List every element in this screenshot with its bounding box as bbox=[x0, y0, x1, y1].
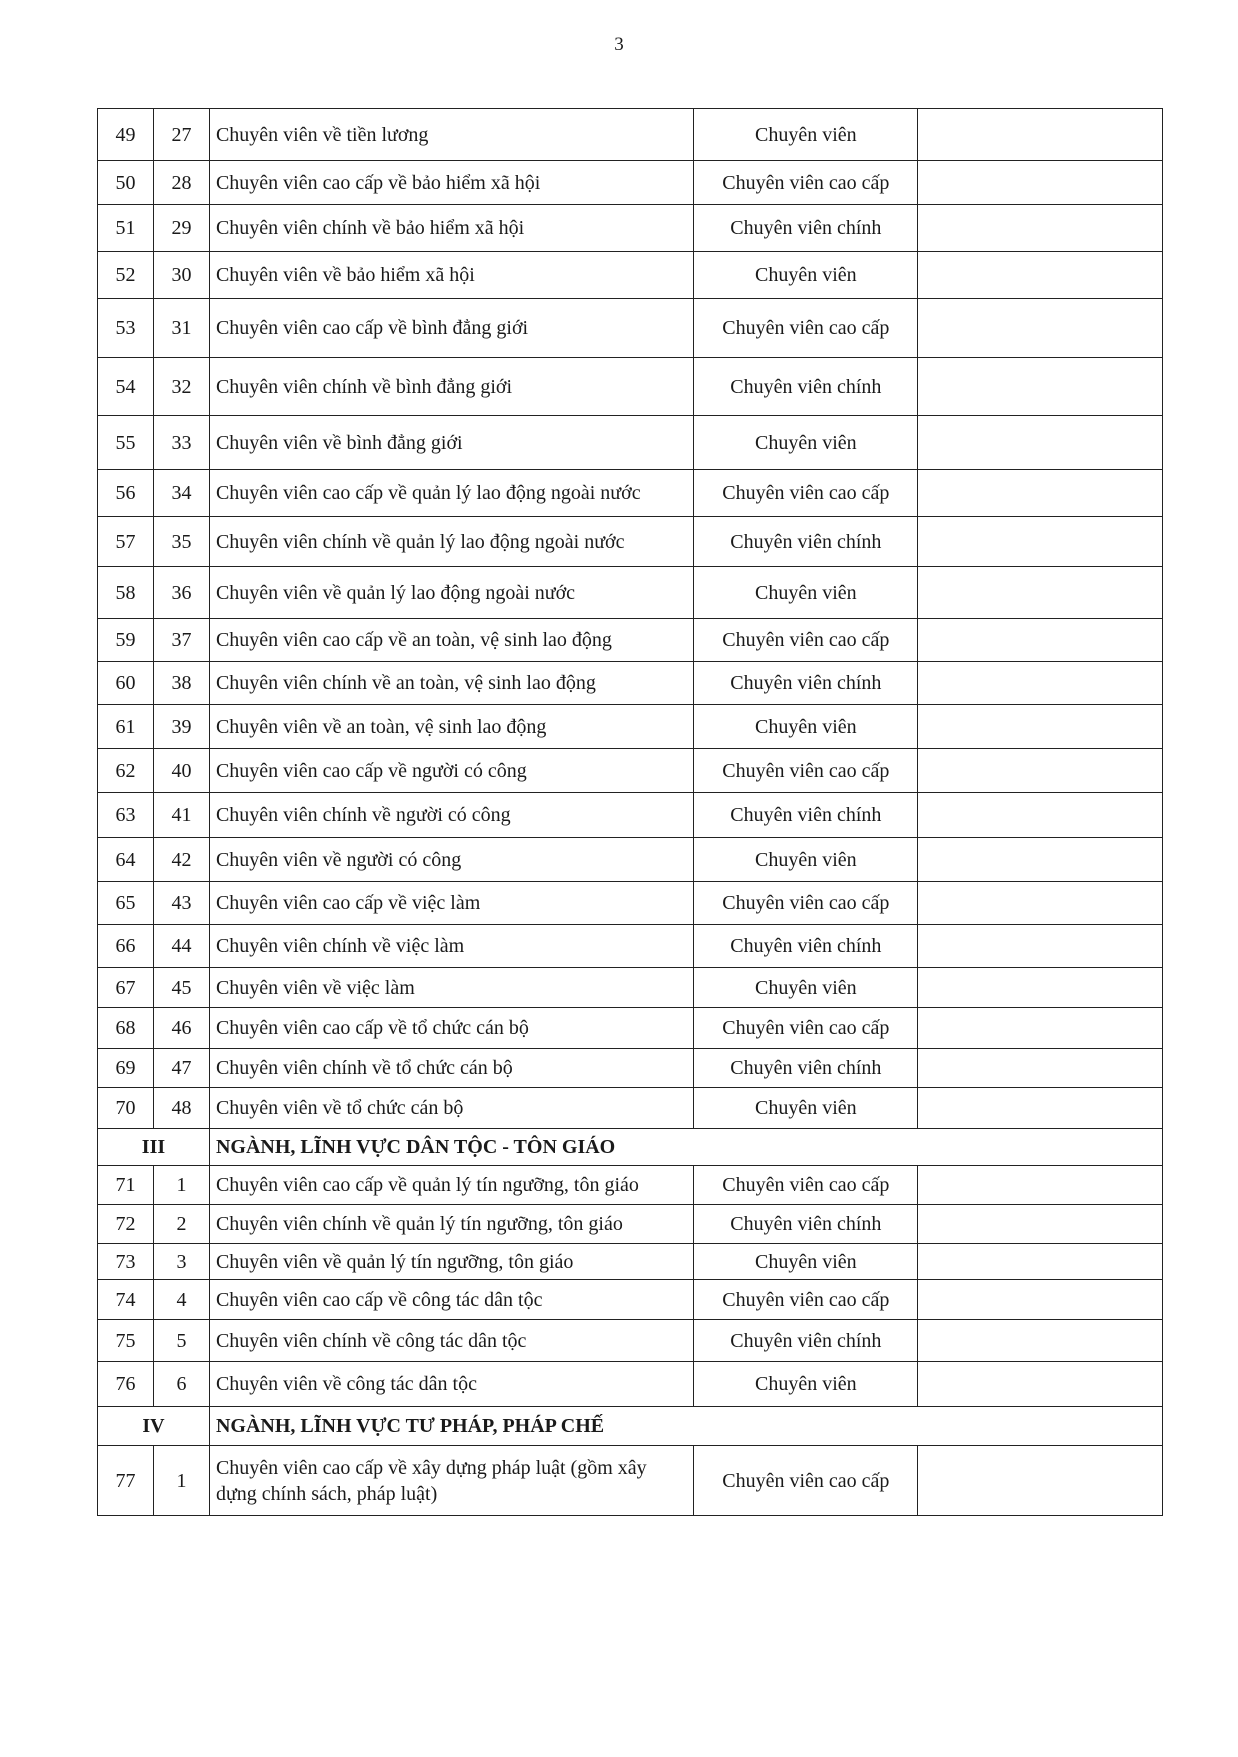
row-number: 52 bbox=[98, 252, 154, 299]
row-number: 56 bbox=[98, 470, 154, 517]
note-cell bbox=[918, 749, 1163, 793]
table-row bbox=[98, 416, 1163, 470]
row-number: 71 bbox=[98, 1166, 154, 1205]
job-position-table bbox=[97, 108, 1163, 1516]
position-title: Chuyên viên cao cấp về việc làm bbox=[209, 882, 694, 925]
position-title: Chuyên viên về tổ chức cán bộ bbox=[209, 1088, 694, 1129]
row-sub-number: 43 bbox=[153, 882, 209, 925]
row-sub-number: 46 bbox=[153, 1008, 209, 1049]
row-number: 73 bbox=[98, 1244, 154, 1280]
row-number: 51 bbox=[98, 205, 154, 252]
row-sub-number: 38 bbox=[153, 662, 209, 705]
row-sub-number: 42 bbox=[153, 838, 209, 882]
row-sub-number: 34 bbox=[153, 470, 209, 517]
table-row bbox=[98, 567, 1163, 619]
position-title: Chuyên viên về bình đẳng giới bbox=[209, 416, 694, 470]
table-row bbox=[98, 470, 1163, 517]
note-cell bbox=[918, 1166, 1163, 1205]
row-number: 70 bbox=[98, 1088, 154, 1129]
table-row bbox=[98, 1320, 1163, 1362]
table-row bbox=[98, 838, 1163, 882]
row-sub-number: 1 bbox=[153, 1446, 209, 1516]
position-title: Chuyên viên về bảo hiểm xã hội bbox=[209, 252, 694, 299]
note-cell bbox=[918, 252, 1163, 299]
position-title: Chuyên viên cao cấp về quản lý lao động ngoài nước bbox=[209, 470, 694, 517]
position-title: Chuyên viên chính về quản lý tín ngưỡng, tôn giáo bbox=[209, 1205, 694, 1244]
position-title: Chuyên viên cao cấp về bình đẳng giới bbox=[209, 299, 694, 358]
position-title: Chuyên viên về người có công bbox=[209, 838, 694, 882]
row-sub-number: 5 bbox=[153, 1320, 209, 1362]
table-row bbox=[98, 1362, 1163, 1407]
table-row bbox=[98, 1088, 1163, 1129]
table-row bbox=[98, 109, 1163, 161]
position-rank: Chuyên viên bbox=[694, 416, 918, 470]
position-title: Chuyên viên chính về việc làm bbox=[209, 925, 694, 968]
row-sub-number: 27 bbox=[153, 109, 209, 161]
row-number: 61 bbox=[98, 705, 154, 749]
table-row bbox=[98, 1205, 1163, 1244]
position-title: Chuyên viên chính về quản lý lao động ngoài nước bbox=[209, 517, 694, 567]
position-rank: Chuyên viên cao cấp bbox=[694, 749, 918, 793]
position-title: Chuyên viên về công tác dân tộc bbox=[209, 1362, 694, 1407]
note-cell bbox=[918, 1008, 1163, 1049]
row-number: 57 bbox=[98, 517, 154, 567]
section-title: NGÀNH, LĨNH VỰC DÂN TỘC - TÔN GIÁO bbox=[209, 1129, 1162, 1166]
position-title: Chuyên viên cao cấp về công tác dân tộc bbox=[209, 1280, 694, 1320]
note-cell bbox=[918, 882, 1163, 925]
table-row bbox=[98, 517, 1163, 567]
row-sub-number: 41 bbox=[153, 793, 209, 838]
table-row bbox=[98, 925, 1163, 968]
position-title: Chuyên viên chính về người có công bbox=[209, 793, 694, 838]
position-title: Chuyên viên về quản lý lao động ngoài nước bbox=[209, 567, 694, 619]
position-rank: Chuyên viên chính bbox=[694, 517, 918, 567]
position-title: Chuyên viên cao cấp về người có công bbox=[209, 749, 694, 793]
row-sub-number: 6 bbox=[153, 1362, 209, 1407]
position-rank: Chuyên viên cao cấp bbox=[694, 299, 918, 358]
position-title: Chuyên viên cao cấp về bảo hiểm xã hội bbox=[209, 161, 694, 205]
position-rank: Chuyên viên chính bbox=[694, 1320, 918, 1362]
row-number: 63 bbox=[98, 793, 154, 838]
row-number: 58 bbox=[98, 567, 154, 619]
note-cell bbox=[918, 968, 1163, 1008]
row-number: 50 bbox=[98, 161, 154, 205]
row-number: 74 bbox=[98, 1280, 154, 1320]
note-cell bbox=[918, 517, 1163, 567]
section-number: IV bbox=[98, 1407, 210, 1446]
row-number: 72 bbox=[98, 1205, 154, 1244]
row-number: 64 bbox=[98, 838, 154, 882]
position-rank: Chuyên viên cao cấp bbox=[694, 1280, 918, 1320]
note-cell bbox=[918, 299, 1163, 358]
position-rank: Chuyên viên bbox=[694, 705, 918, 749]
table-row bbox=[98, 882, 1163, 925]
position-rank: Chuyên viên bbox=[694, 968, 918, 1008]
row-sub-number: 45 bbox=[153, 968, 209, 1008]
note-cell bbox=[918, 838, 1163, 882]
row-sub-number: 32 bbox=[153, 358, 209, 416]
section-row bbox=[98, 1129, 1163, 1166]
row-number: 66 bbox=[98, 925, 154, 968]
position-rank: Chuyên viên chính bbox=[694, 358, 918, 416]
row-number: 54 bbox=[98, 358, 154, 416]
position-rank: Chuyên viên cao cấp bbox=[694, 1166, 918, 1205]
position-rank: Chuyên viên cao cấp bbox=[694, 470, 918, 517]
note-cell bbox=[918, 705, 1163, 749]
position-rank: Chuyên viên cao cấp bbox=[694, 1008, 918, 1049]
section-row bbox=[98, 1407, 1163, 1446]
position-title: Chuyên viên về an toàn, vệ sinh lao động bbox=[209, 705, 694, 749]
table-row bbox=[98, 619, 1163, 662]
row-sub-number: 40 bbox=[153, 749, 209, 793]
table-row bbox=[98, 161, 1163, 205]
row-sub-number: 2 bbox=[153, 1205, 209, 1244]
position-rank: Chuyên viên cao cấp bbox=[694, 882, 918, 925]
position-title: Chuyên viên chính về bảo hiểm xã hội bbox=[209, 205, 694, 252]
row-number: 65 bbox=[98, 882, 154, 925]
position-rank: Chuyên viên chính bbox=[694, 205, 918, 252]
position-title: Chuyên viên về việc làm bbox=[209, 968, 694, 1008]
position-title: Chuyên viên về quản lý tín ngưỡng, tôn giáo bbox=[209, 1244, 694, 1280]
row-number: 53 bbox=[98, 299, 154, 358]
row-sub-number: 39 bbox=[153, 705, 209, 749]
position-rank: Chuyên viên bbox=[694, 1362, 918, 1407]
row-number: 60 bbox=[98, 662, 154, 705]
position-title: Chuyên viên cao cấp về xây dựng pháp luật (gồm xây dựng chính sách, pháp luật) bbox=[209, 1446, 694, 1516]
note-cell bbox=[918, 662, 1163, 705]
position-title: Chuyên viên cao cấp về an toàn, vệ sinh lao động bbox=[209, 619, 694, 662]
position-rank: Chuyên viên chính bbox=[694, 925, 918, 968]
position-title: Chuyên viên về tiền lương bbox=[209, 109, 694, 161]
position-title: Chuyên viên chính về tổ chức cán bộ bbox=[209, 1049, 694, 1088]
row-sub-number: 36 bbox=[153, 567, 209, 619]
row-sub-number: 1 bbox=[153, 1166, 209, 1205]
note-cell bbox=[918, 205, 1163, 252]
row-sub-number: 48 bbox=[153, 1088, 209, 1129]
position-title: Chuyên viên cao cấp về quản lý tín ngưỡng, tôn giáo bbox=[209, 1166, 694, 1205]
note-cell bbox=[918, 1362, 1163, 1407]
row-sub-number: 31 bbox=[153, 299, 209, 358]
table-row bbox=[98, 1008, 1163, 1049]
table-row bbox=[98, 968, 1163, 1008]
row-number: 76 bbox=[98, 1362, 154, 1407]
table-row bbox=[98, 1049, 1163, 1088]
note-cell bbox=[918, 358, 1163, 416]
note-cell bbox=[918, 1049, 1163, 1088]
row-number: 55 bbox=[98, 416, 154, 470]
position-rank: Chuyên viên chính bbox=[694, 793, 918, 838]
position-rank: Chuyên viên bbox=[694, 838, 918, 882]
position-rank: Chuyên viên cao cấp bbox=[694, 619, 918, 662]
note-cell bbox=[918, 1088, 1163, 1129]
note-cell bbox=[918, 1280, 1163, 1320]
position-rank: Chuyên viên chính bbox=[694, 1049, 918, 1088]
note-cell bbox=[918, 925, 1163, 968]
position-rank: Chuyên viên chính bbox=[694, 662, 918, 705]
row-number: 77 bbox=[98, 1446, 154, 1516]
table-row bbox=[98, 793, 1163, 838]
row-number: 67 bbox=[98, 968, 154, 1008]
row-sub-number: 28 bbox=[153, 161, 209, 205]
table-row bbox=[98, 205, 1163, 252]
row-sub-number: 44 bbox=[153, 925, 209, 968]
note-cell bbox=[918, 416, 1163, 470]
note-cell bbox=[918, 1205, 1163, 1244]
row-number: 59 bbox=[98, 619, 154, 662]
row-number: 62 bbox=[98, 749, 154, 793]
note-cell bbox=[918, 1446, 1163, 1516]
position-rank: Chuyên viên bbox=[694, 252, 918, 299]
note-cell bbox=[918, 619, 1163, 662]
position-title: Chuyên viên chính về an toàn, vệ sinh lao động bbox=[209, 662, 694, 705]
row-sub-number: 4 bbox=[153, 1280, 209, 1320]
section-title: NGÀNH, LĨNH VỰC TƯ PHÁP, PHÁP CHẾ bbox=[209, 1407, 1162, 1446]
position-rank: Chuyên viên bbox=[694, 1088, 918, 1129]
table-row bbox=[98, 1166, 1163, 1205]
row-number: 75 bbox=[98, 1320, 154, 1362]
row-sub-number: 29 bbox=[153, 205, 209, 252]
page-number: 3 bbox=[614, 34, 624, 55]
row-sub-number: 35 bbox=[153, 517, 209, 567]
table-row bbox=[98, 705, 1163, 749]
position-rank: Chuyên viên bbox=[694, 567, 918, 619]
row-sub-number: 30 bbox=[153, 252, 209, 299]
row-sub-number: 33 bbox=[153, 416, 209, 470]
position-rank: Chuyên viên bbox=[694, 1244, 918, 1280]
position-rank: Chuyên viên cao cấp bbox=[694, 161, 918, 205]
row-number: 49 bbox=[98, 109, 154, 161]
table-row bbox=[98, 662, 1163, 705]
note-cell bbox=[918, 1244, 1163, 1280]
position-title: Chuyên viên chính về công tác dân tộc bbox=[209, 1320, 694, 1362]
position-rank: Chuyên viên bbox=[694, 109, 918, 161]
row-number: 68 bbox=[98, 1008, 154, 1049]
row-sub-number: 37 bbox=[153, 619, 209, 662]
table-row bbox=[98, 358, 1163, 416]
table-row bbox=[98, 749, 1163, 793]
table-row bbox=[98, 1446, 1163, 1516]
note-cell bbox=[918, 1320, 1163, 1362]
position-rank: Chuyên viên chính bbox=[694, 1205, 918, 1244]
row-number: 69 bbox=[98, 1049, 154, 1088]
table-row bbox=[98, 299, 1163, 358]
section-number: III bbox=[98, 1129, 210, 1166]
note-cell bbox=[918, 567, 1163, 619]
row-sub-number: 47 bbox=[153, 1049, 209, 1088]
position-title: Chuyên viên cao cấp về tổ chức cán bộ bbox=[209, 1008, 694, 1049]
note-cell bbox=[918, 793, 1163, 838]
table-row bbox=[98, 252, 1163, 299]
table-row bbox=[98, 1280, 1163, 1320]
position-rank: Chuyên viên cao cấp bbox=[694, 1446, 918, 1516]
row-sub-number: 3 bbox=[153, 1244, 209, 1280]
note-cell bbox=[918, 109, 1163, 161]
note-cell bbox=[918, 470, 1163, 517]
table-row bbox=[98, 1244, 1163, 1280]
position-title: Chuyên viên chính về bình đẳng giới bbox=[209, 358, 694, 416]
note-cell bbox=[918, 161, 1163, 205]
